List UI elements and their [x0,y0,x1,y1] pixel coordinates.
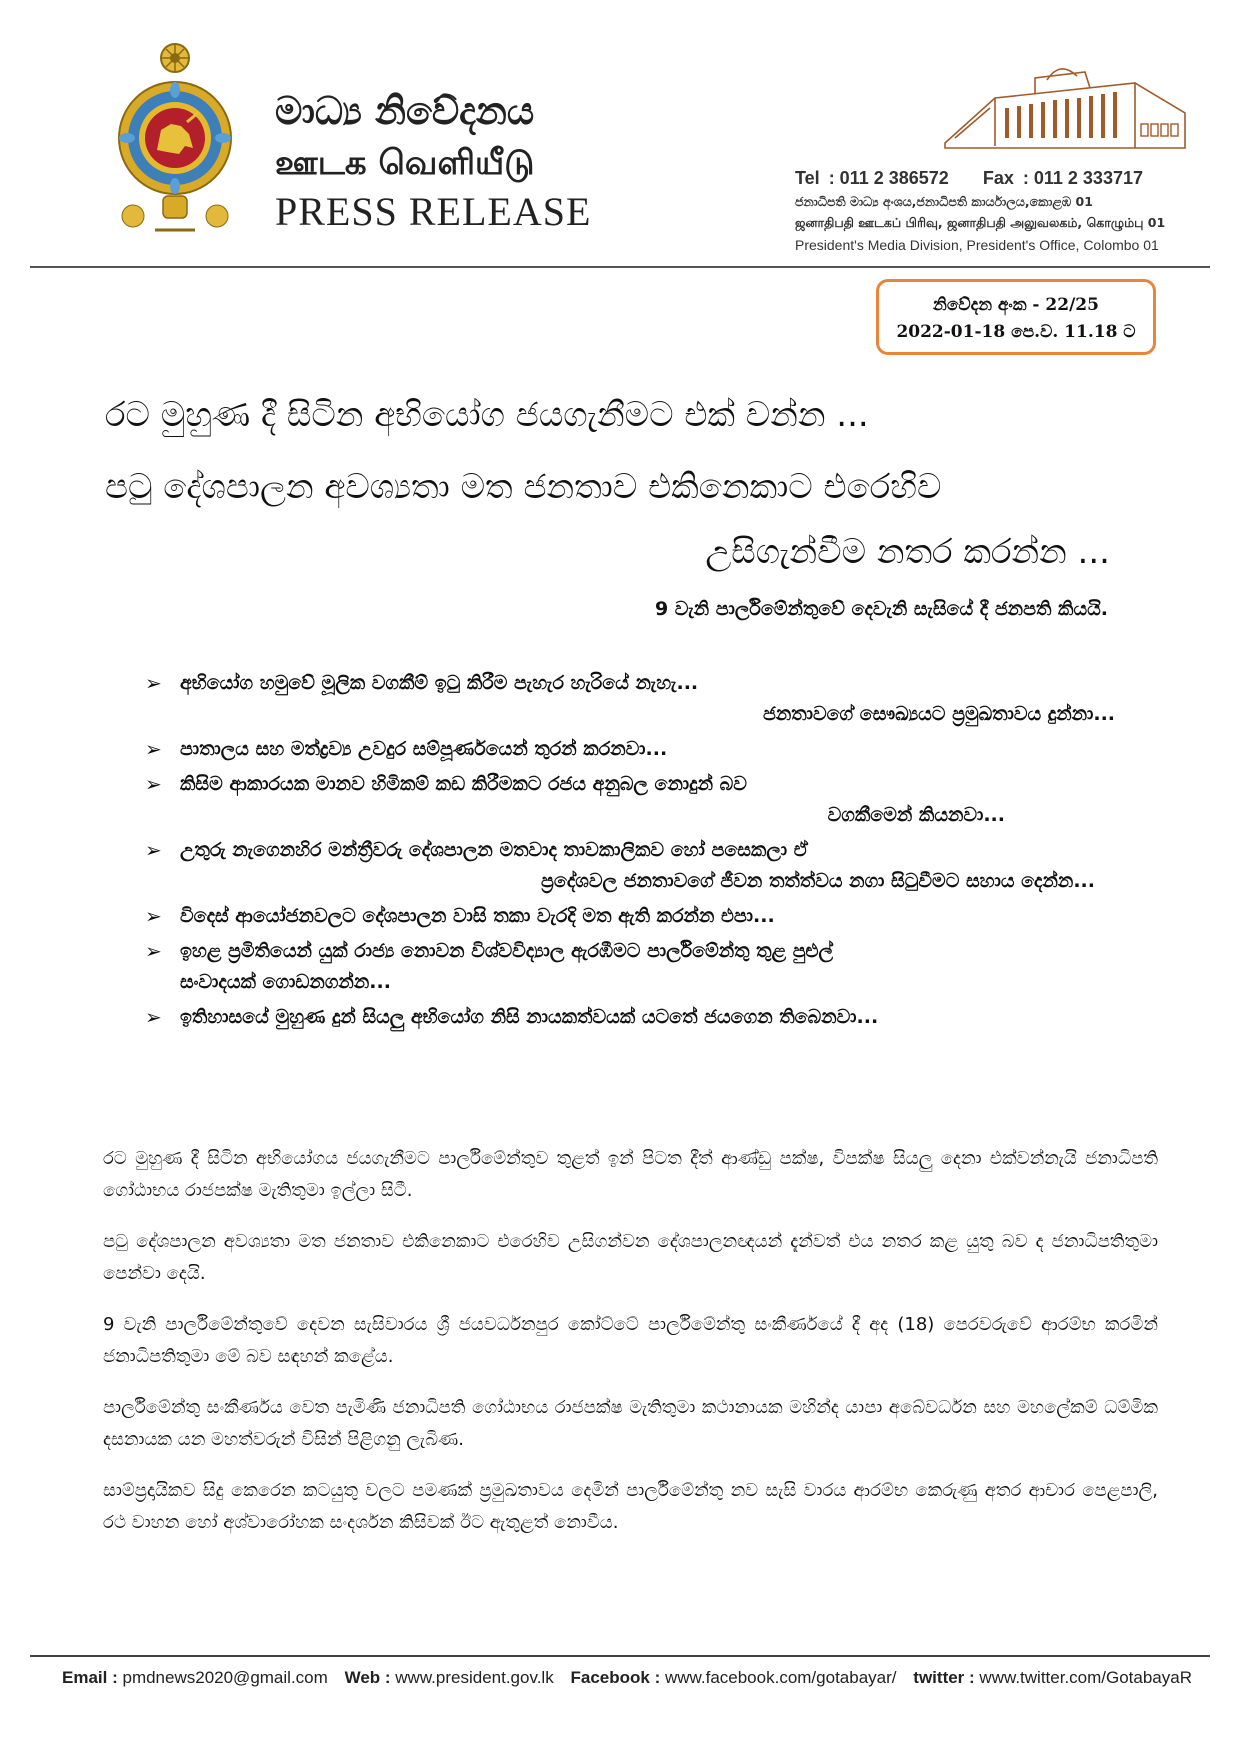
sri-lanka-emblem-icon [115,38,235,238]
highlight-bullets [145,668,1135,1037]
tel-value: : 011 2 386572 [828,168,949,188]
bullet-text: අභියෝග හමුවේ මූලික වගකීම් ඉටු කිරීම පැහැර හැරියේ නැහැ... [180,672,699,694]
bullet-text: ඉතිහාසයේ මුහුණ දුන් සියලු අභියෝග නිසි නායකත්වයක් යටතේ ජයගෙන තිබෙනවා... [180,1006,879,1028]
list-item [145,734,1135,765]
list-item [145,1002,1135,1033]
title-tamil: ஊடக வெளியீடு [275,143,535,183]
title-sinhala: මාධ්‍ය නිවේදනය [275,89,535,133]
list-item [145,668,1135,730]
presidential-secretariat-building-icon [935,58,1195,158]
headline-3: උසිගැන්වීම නතර කරන්න ... [705,532,1110,572]
press-release-titles [275,88,591,236]
paragraph: 9 වැනි පාර්ලිමේන්තුවේ දෙවන සැසිවාරය ශ්‍රී ජයවර්ධනපුර කෝට්ටේ පාර්ලිමේන්තු සංකීර්ණයේ දී අද (18) පෙරවරුවේ ආරම්භ කරමින් ජනාධිපතිතුමා මේ බව සඳහන් කළේය. [103,1314,1158,1367]
contact-info [795,168,1205,253]
bullet-continuation: ප්‍රදේශවල ජනතාවගේ ජීවන තත්ත්වය නගා සිටුවීමට සහාය දෙන්න... [541,870,1095,892]
subheadline: 9 වැනි පාර්ලිමේන්තුවේ දෙවැනි සැසියේ දී ජනපති කියයි. [654,598,1108,620]
bullet-text: කිසිම ආකාරයක මානව හිමිකම් කඩ කිරීමකට රජය අනුබල නොදුන් බව [180,773,747,795]
bullet-continuation: ජනතාවගේ සෞඛ්‍යයට ප්‍රමුඛතාවය දුන්නා... [762,703,1115,725]
tel-label: Tel [795,168,820,188]
title-english: PRESS RELEASE [275,189,592,234]
list-item [145,835,1135,897]
footer-web: Web : www.president.gov.lk [344,1668,554,1687]
office-sinhala: ජනාධිපති මාධ්‍ය අංශය,ජනාධිපති කාර්යාලය,කොළඹ 01 [795,194,1093,209]
headline-1: රට මුහුණ දී සිටින අභියෝග ජයගැනීමට එක් වන්න ... [105,395,869,435]
office-english: President's Media Division, President's Office, Colombo 01 [795,237,1159,253]
fax-value: : 011 2 333717 [1022,168,1143,188]
header-divider [30,266,1210,268]
release-datetime: 2022-01-18 පෙ.ව. 11.18 ට [896,322,1136,342]
bullet-continuation: සංවාදයක් ගොඩනගන්න... [180,971,391,993]
release-number: නිවේදන අංක - 22/25 [933,295,1099,315]
arrow-bullet-icon: ➢ [145,1005,162,1029]
bullet-text: උතුරු නැගෙනහිර මන්ත්‍රීවරු දේශපාලන මතවාද තාවකාලිකව හෝ පසෙකලා ඒ [180,839,808,861]
footer-divider [30,1655,1210,1657]
office-tamil: ஜனாதிபதி ஊடகப் பிரிவு, ஜனாதிபதி அலுவலகம், கொழும்பு 01 [795,215,1166,230]
bullet-text: පාතාලය සහ මත්ද්‍රව්‍ය උවදුර සම්පූර්ණයෙන් තුරන් කරනවා... [180,738,668,760]
arrow-bullet-icon: ➢ [145,737,162,761]
body-text [103,1143,1158,1558]
paragraph: සාම්ප්‍රදායිකව සිදු කෙරෙන කටයුතු වලට පමණක් ප්‍රමුඛතාවය දෙමින් පාර්ලිමේන්තු නව සැසි වාරය ආරම්භ කෙරුණු අතර ආචාර පෙළපාලි, රථ වාහන හෝ අශ්වාරෝහක සංදර්ශන කිසිවක් ඊට ඇතුළත් නොවීය. [103,1480,1158,1533]
arrow-bullet-icon: ➢ [145,772,162,796]
paragraph: රට මුහුණ දී සිටින අභියෝගය ජයගැනීමට පාර්ලිමේන්තුව තුළත් ඉන් පිටත දීත් ආණ්ඩු පක්ෂ, විපක්ෂ සියලු දෙනා එක්වන්නැයි ජනාධිපති ගෝඨාභය රාජපක්ෂ මැතිතුමා ඉල්ලා සිටී. [103,1148,1158,1201]
footer-email: Email : pmdnews2020@gmail.com [62,1668,328,1687]
email-link[interactable]: pmdnews2020@gmail.com [122,1668,328,1687]
footer-twitter: twitter : www.twitter.com/GotabayaR [913,1668,1192,1687]
bullet-continuation: වගකීමෙන් කියනවා... [827,804,1005,826]
fax-label: Fax [982,168,1014,188]
footer-contacts [62,1668,1192,1688]
facebook-link[interactable]: www.facebook.com/gotabayar/ [664,1668,897,1687]
paragraph: පටු දේශපාලන අවශ්‍යතා මත ජනතාව එකිනෙකාට එරෙහිව උසිගන්වන දේශපාලනඥයන් දැන්වත් එය නතර කළ යුතු බව ද ජනාධිපතිතුමා පෙන්වා දෙයි. [103,1231,1158,1284]
arrow-bullet-icon: ➢ [145,671,162,695]
release-number-box [876,279,1156,355]
arrow-bullet-icon: ➢ [145,939,162,963]
bullet-text: ඉහළ ප්‍රමිතියෙන් යුක් රාජ්‍ය නොවන විශ්වවිද්‍යාල ඇරඹීමට පාර්ලිමේන්තු තුළ පුළුල් [180,940,833,962]
headline-2: පටු දේශපාලන අවශ්‍යතා මත ජනතාව එකිනෙකාට එරෙහිව [105,467,942,507]
arrow-bullet-icon: ➢ [145,838,162,862]
twitter-link[interactable]: www.twitter.com/GotabayaR [979,1668,1192,1687]
list-item [145,936,1135,998]
phone-fax-line [795,168,1205,189]
footer-facebook: Facebook : www.facebook.com/gotabayar/ [570,1668,897,1687]
list-item [145,901,1135,932]
web-link[interactable]: www.president.gov.lk [395,1668,554,1687]
paragraph: පාර්ලිමේන්තු සංකීර්ණය වෙත පැමිණි ජනාධිපති ගෝඨාභය රාජපක්ෂ මැතිතුමා කථානායක මහින්ද යාපා අබේවර්ධන සහ මහලේකම් ධම්මික දසනායක යන මහත්වරුන් විසින් පිළිගනු ලැබිණ. [103,1397,1158,1450]
arrow-bullet-icon: ➢ [145,904,162,928]
bullet-text: විදෙස් ආයෝජනවලට දේශපාලන වාසි තකා වැරදි මත ඇති කරන්න එපා... [180,905,775,927]
list-item [145,769,1135,831]
